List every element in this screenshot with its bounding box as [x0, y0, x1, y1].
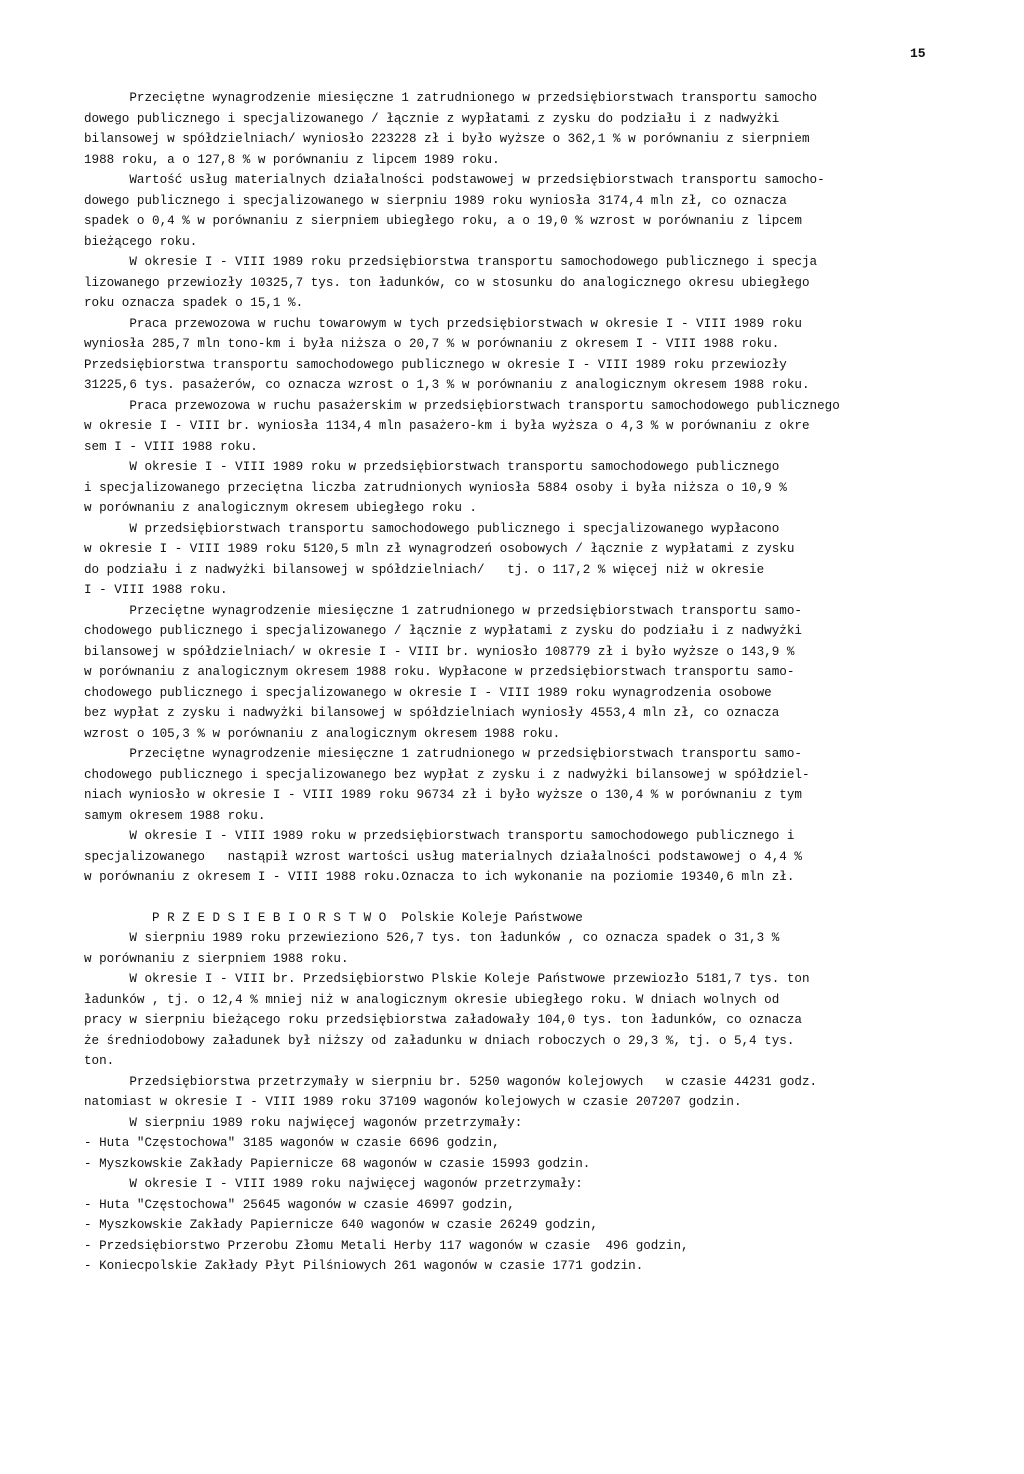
- text-line: Praca przewozowa w ruchu pasażerskim w przedsiębiorstwach transportu samochodowego publicznego: [84, 398, 840, 413]
- text-line: że średniodobowy załadunek był niższy od załadunku w dniach roboczych o 29,3 %, tj. o 5,4 tys.: [84, 1033, 795, 1048]
- text-line: w porównaniu z sierpniem 1988 roku.: [84, 951, 349, 966]
- text-line: Przedsiębiorstwa transportu samochodowego publicznego w okresie I - VIII 1989 roku przewiozły: [84, 357, 787, 372]
- text-line: w okresie I - VIII br. wyniosła 1134,4 mln pasażero-km i była wyższa o 4,3 % w porównaniu z okre: [84, 419, 810, 433]
- text-line: bilansowej w spółdzielniach/ wyniosło 223228 zł i było wyższe o 362,1 % w porównaniu z sierpniem: [84, 132, 810, 146]
- text-line: W przedsiębiorstwach transportu samochodowego publicznego i specjalizowanego wypłacono: [84, 521, 780, 536]
- text-line: niach wyniosło w okresie I - VIII 1989 roku 96734 zł i było wyższe o 130,4 % w porównaniu z tym: [84, 788, 802, 802]
- text-line: W okresie I - VIII 1989 roku najwięcej wagonów przetrzymały:: [84, 1177, 583, 1191]
- text-line: chodowego publicznego i specjalizowanego / łącznie z wypłatami z zysku do podziału i z nadwyżki: [84, 624, 802, 638]
- text-section: [84, 908, 964, 1277]
- text-line: w porównaniu z okresem I - VIII 1988 roku.Oznacza to ich wykonanie na poziomie 19340,6 mln zł.: [84, 870, 795, 884]
- text-line: i specjalizowanego przeciętna liczba zatrudnionych wyniosła 5884 osoby i była niższa o 10,9 %: [84, 480, 787, 495]
- text-line: W sierpniu 1989 roku najwięcej wagonów przetrzymały:: [84, 1115, 523, 1130]
- text-line: - Myszkowskie Zakłady Papiernicze 640 wagonów w czasie 26249 godzin,: [84, 1218, 598, 1232]
- text-line: W sierpniu 1989 roku przewieziono 526,7 tys. ton ładunków , co oznacza spadek o 31,3 %: [84, 931, 780, 945]
- text-line: do podziału i z nadwyżki bilansowej w spółdzielniach/ tj. o 117,2 % więcej niż w okresie: [84, 562, 765, 577]
- text-line: roku oznacza spadek o 15,1 %.: [84, 296, 304, 310]
- text-line: Praca przewozowa w ruchu towarowym w tych przedsiębiorstwach w okresie I - VIII 1989 roku: [84, 316, 802, 331]
- text-line: chodowego publicznego i specjalizowanego w okresie I - VIII 1989 roku wynagrodzenia osobowe: [84, 685, 772, 700]
- text-line: samym okresem 1988 roku.: [84, 808, 266, 823]
- text-section: [84, 88, 964, 888]
- text-line: w porównaniu z analogicznym okresem 1988 roku. Wypłacone w przedsiębiorstwach transportu samo-: [84, 665, 795, 679]
- text-line: wzrost o 105,3 % w porównaniu z analogicznym okresem 1988 roku.: [84, 726, 561, 741]
- text-line: chodowego publicznego i specjalizowanego bez wypłat z zysku i z nadwyżki bilansowej w spółdziel-: [84, 767, 810, 782]
- text-line: W okresie I - VIII 1989 roku w przedsiębiorstwach transportu samochodowego publicznego i: [84, 829, 795, 843]
- section-gap: [84, 888, 964, 908]
- text-line: P R Z E D S I E B I O R S T W O Polskie Koleje Państwowe: [84, 910, 583, 925]
- text-line: bilansowej w spółdzielniach/ w okresie I - VIII br. wyniosło 108779 zł i było wyższe o 143,9 %: [84, 644, 795, 659]
- text-line: dowego publicznego i specjalizowanego / łącznie z wypłatami z zysku do podziału i z nadwyżki: [84, 111, 780, 126]
- document-body: [84, 88, 964, 1277]
- text-line: Przedsiębiorstwa przetrzymały w sierpniu br. 5250 wagonów kolejowych w czasie 44231 godz.: [84, 1074, 818, 1089]
- text-line: Wartość usług materialnych działalności podstawowej w przedsiębiorstwach transportu samocho-: [84, 173, 825, 187]
- text-line: dowego publicznego i specjalizowanego w sierpniu 1989 roku wyniosła 3174,4 mln zł, co oznacza: [84, 193, 787, 208]
- text-line: Przeciętne wynagrodzenie miesięczne 1 zatrudnionego w przedsiębiorstwach transportu samocho: [84, 91, 818, 105]
- text-line: W okresie I - VIII br. Przedsiębiorstwo Plskie Koleje Państwowe przewiozło 5181,7 tys. ton: [84, 972, 810, 986]
- text-line: I - VIII 1988 roku.: [84, 583, 228, 597]
- text-line: - Huta "Częstochowa" 25645 wagonów w czasie 46997 godzin,: [84, 1197, 515, 1212]
- text-line: - Koniecpolskie Zakłady Płyt Pilśniowych 261 wagonów w czasie 1771 godzin.: [84, 1259, 644, 1273]
- text-line: - Huta "Częstochowa" 3185 wagonów w czasie 6696 godzin,: [84, 1136, 500, 1150]
- text-line: 1988 roku, a o 127,8 % w porównaniu z lipcem 1989 roku.: [84, 152, 500, 167]
- text-line: ładunków , tj. o 12,4 % mniej niż w analogicznym okresie ubiegłego roku. W dniach wolnych od: [84, 992, 780, 1007]
- text-line: specjalizowanego nastąpił wzrost wartości usług materialnych działalności podstawowej o 4,4 %: [84, 849, 802, 864]
- text-line: ton.: [84, 1054, 115, 1068]
- text-line: - Przedsiębiorstwo Przerobu Złomu Metali Herby 117 wagonów w czasie 496 godzin,: [84, 1238, 689, 1253]
- text-line: bieżącego roku.: [84, 234, 198, 249]
- text-line: sem I - VIII 1988 roku.: [84, 439, 258, 454]
- text-line: w okresie I - VIII 1989 roku 5120,5 mln zł wynagrodzeń osobowych / łącznie z wypłatami z zysku: [84, 542, 795, 556]
- text-line: Przeciętne wynagrodzenie miesięczne 1 zatrudnionego w przedsiębiorstwach transportu samo-: [84, 747, 802, 761]
- text-line: bez wypłat z zysku i nadwyżki bilansowej w spółdzielniach wyniosły 4553,4 mln zł, co oznacza: [84, 706, 780, 720]
- text-line: lizowanego przewiozły 10325,7 tys. ton ładunków, co w stosunku do analogicznego okresu ubiegłego: [84, 275, 810, 290]
- text-line: W okresie I - VIII 1989 roku w przedsiębiorstwach transportu samochodowego publicznego: [84, 460, 780, 474]
- text-line: w porównaniu z analogicznym okresem ubiegłego roku .: [84, 501, 477, 515]
- text-line: natomiast w okresie I - VIII 1989 roku 37109 wagonów kolejowych w czasie 207207 godzin.: [84, 1095, 742, 1109]
- text-line: spadek o 0,4 % w porównaniu z sierpniem ubiegłego roku, a o 19,0 % wzrost w porównaniu z lipcem: [84, 214, 802, 228]
- text-line: 31225,6 tys. pasażerów, co oznacza wzrost o 1,3 % w porównaniu z analogicznym okresem 1988 roku.: [84, 378, 810, 392]
- text-line: W okresie I - VIII 1989 roku przedsiębiorstwa transportu samochodowego publicznego i specja: [84, 255, 818, 269]
- text-line: Przeciętne wynagrodzenie miesięczne 1 zatrudnionego w przedsiębiorstwach transportu samo-: [84, 603, 802, 618]
- text-line: pracy w sierpniu bieżącego roku przedsiębiorstwa załadowały 104,0 tys. ton ładunków, co oznacza: [84, 1013, 802, 1027]
- page-number: 15: [910, 46, 926, 61]
- text-line: - Myszkowskie Zakłady Papiernicze 68 wagonów w czasie 15993 godzin.: [84, 1156, 591, 1171]
- text-line: wyniosła 285,7 mln tono-km i była niższa o 20,7 % w porównaniu z okresem I - VIII 1988 roku.: [84, 337, 780, 351]
